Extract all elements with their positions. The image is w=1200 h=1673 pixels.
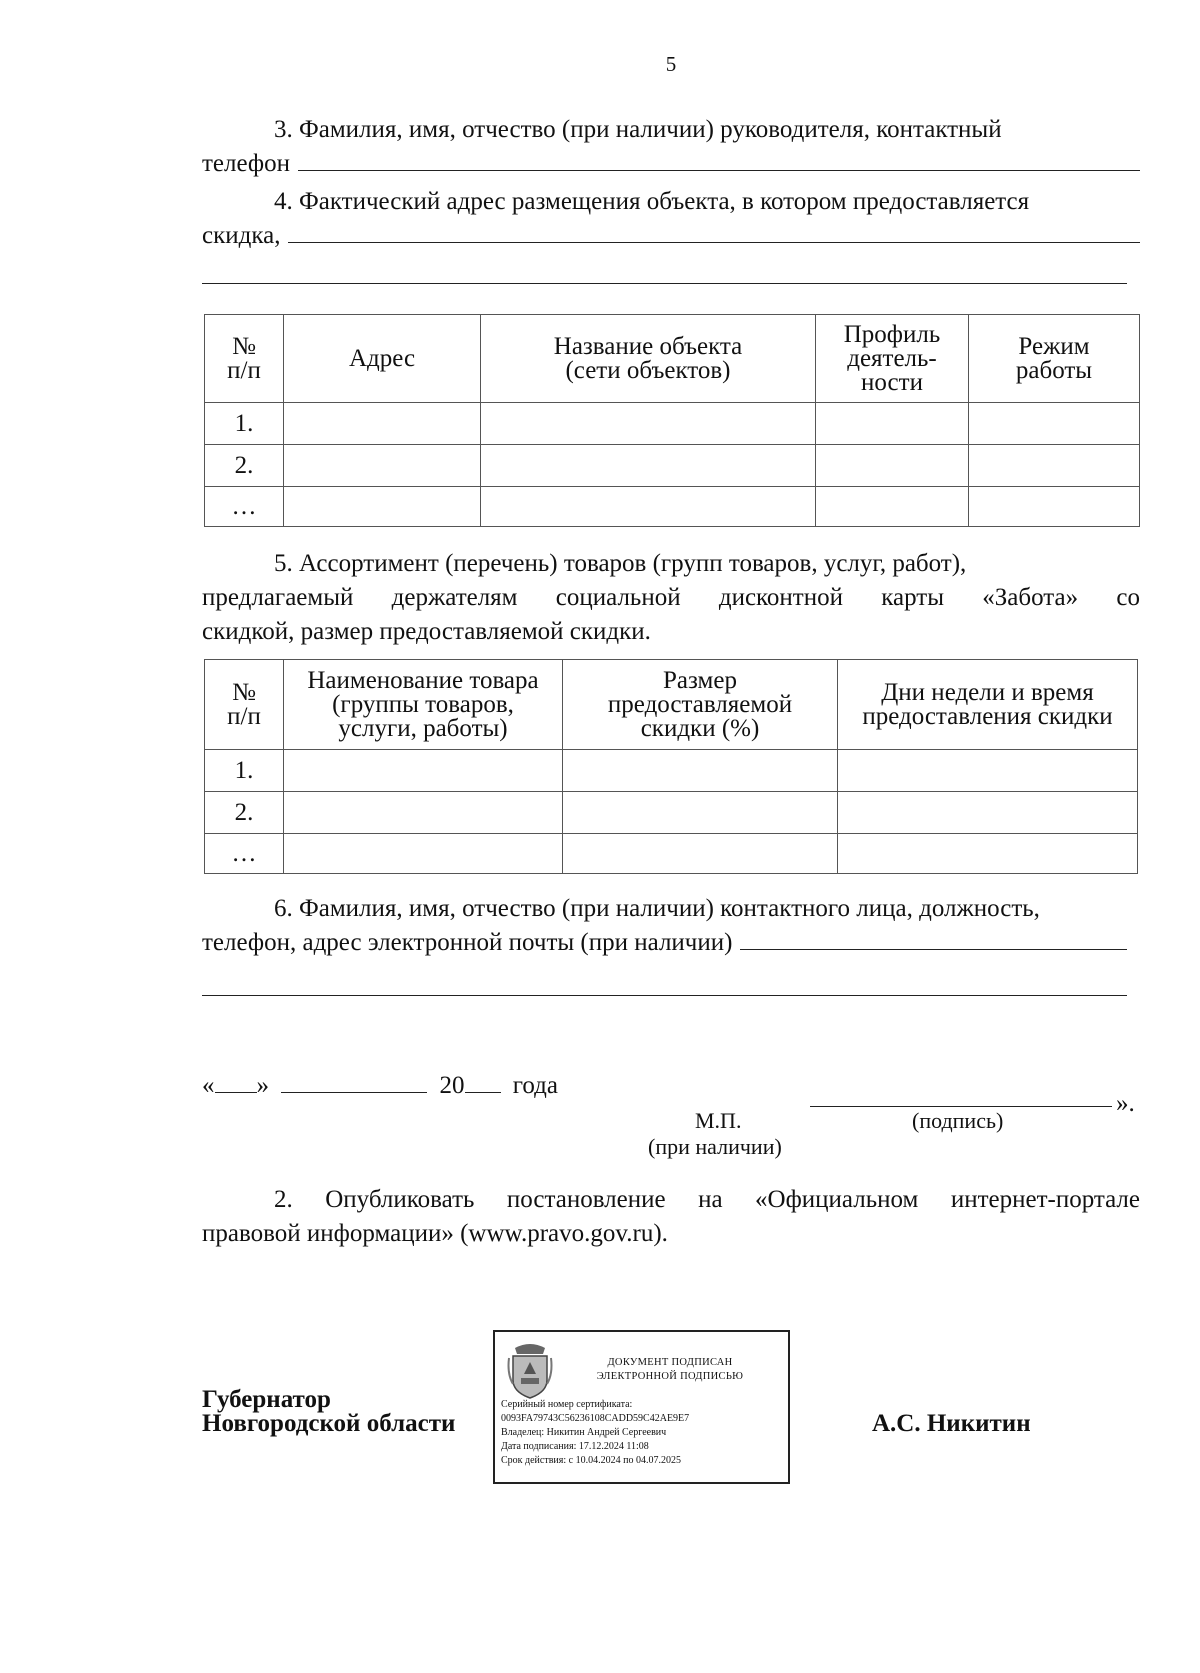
signature-caption: (подпись) <box>912 1108 1004 1133</box>
signature-blank-line <box>810 1106 1112 1107</box>
stamp-serial: 0093FA79743C56236108CADD59C42AE9E7 <box>501 1413 690 1424</box>
month-blank <box>281 1074 427 1093</box>
stamp-title-line1: ДОКУМЕНТ ПОДПИСАН <box>607 1357 733 1368</box>
mp-note: (при наличии) <box>648 1134 782 1159</box>
item-3-continuation: телефон <box>202 150 290 177</box>
signer-position <box>202 1388 455 1436</box>
page-number: 5 <box>665 52 677 76</box>
table1-row-num: 2. <box>205 445 284 487</box>
item-5 <box>202 547 1140 649</box>
item-3-text: 3. Фамилия, имя, отчество (при наличии) руководителя, контактный <box>274 116 1002 143</box>
item-6 <box>202 892 1140 960</box>
table-row <box>205 445 1140 487</box>
stamp-title-line2: ЭЛЕКТРОННОЙ ПОДПИСЬЮ <box>596 1371 744 1382</box>
year-suffix: года <box>512 1072 558 1099</box>
item-3 <box>202 113 1140 181</box>
quote-close: » <box>256 1072 269 1099</box>
item-2-line1: 2. Опубликовать постановление на «Официальном интернет-портале <box>274 1186 1140 1213</box>
contact-blank-line-2 <box>202 995 1127 996</box>
table1-header-profile: Профиль деятель- ности <box>816 315 969 403</box>
table1-header-object-name: Название объекта (сети объектов) <box>481 315 816 403</box>
item-4-continuation: скидка, <box>202 222 281 249</box>
table2-header-product: Наименование товара (группы товаров, услуги, работы) <box>284 660 563 750</box>
closing-quote: ». <box>1116 1090 1135 1117</box>
table2-header-num: № п/п <box>205 660 284 750</box>
table1-header-address: Адрес <box>284 315 481 403</box>
coat-of-arms-icon <box>505 1340 555 1400</box>
item-6-line2: телефон, адрес электронной почты (при наличии) <box>202 929 733 956</box>
quote-open: « <box>202 1072 215 1099</box>
stamp-owner: Владелец: Никитин Андрей Сергеевич <box>501 1427 667 1438</box>
item-5-line3: скидкой, размер предоставляемой скидки. <box>202 618 651 645</box>
table-row <box>205 487 1140 527</box>
table1-header-schedule: Режим работы <box>969 315 1140 403</box>
phone-blank-line <box>298 150 1140 171</box>
table-row <box>205 750 1138 792</box>
year-blank <box>465 1074 501 1093</box>
table1-header-num: № п/п <box>205 315 284 403</box>
stamp-serial-label: Серийный номер сертификата: <box>501 1399 633 1410</box>
table-row <box>205 792 1138 834</box>
objects-table <box>204 314 1140 527</box>
table2-row-num: 1. <box>205 750 284 792</box>
signer-position-line1: Губернатор <box>202 1386 331 1413</box>
item-5-line1: 5. Ассортимент (перечень) товаров (групп товаров, услуг, работ), <box>274 550 967 577</box>
mp-label: М.П. <box>695 1108 742 1133</box>
signer-name: А.С. Никитин <box>872 1410 1031 1437</box>
table2-row-num: 2. <box>205 792 284 834</box>
address-blank-line <box>288 222 1140 243</box>
assortment-table <box>204 659 1138 874</box>
signer-position-line2: Новгородской области <box>202 1410 456 1437</box>
table-row <box>205 834 1138 874</box>
contact-blank-line <box>740 929 1127 950</box>
table1-row-num: … <box>205 487 284 527</box>
stamp-signed-date: Дата подписания: 17.12.2024 11:08 <box>501 1441 649 1452</box>
e-signature-stamp <box>493 1330 790 1484</box>
item-6-line1: 6. Фамилия, имя, отчество (при наличии) контактного лица, должность, <box>274 895 1040 922</box>
item-2-line2: правовой информации» (www.pravo.gov.ru). <box>202 1220 668 1247</box>
item-4-text: 4. Фактический адрес размещения объекта, в котором предоставляется <box>274 188 1030 215</box>
item-2 <box>202 1183 1140 1251</box>
table2-header-discount: Размер предоставляемой скидки (%) <box>563 660 838 750</box>
year-prefix: 20 <box>439 1072 465 1099</box>
table1-row-num: 1. <box>205 403 284 445</box>
stamp-validity: Срок действия: с 10.04.2024 по 04.07.2025 <box>501 1455 681 1466</box>
item-4 <box>202 185 1140 253</box>
address-blank-line-2 <box>202 283 1127 284</box>
table-row <box>205 403 1140 445</box>
date-block <box>202 1072 558 1100</box>
day-blank <box>215 1074 257 1093</box>
item-5-line2: предлагаемый держателям социальной дисконтной карты «Забота» со <box>202 584 1140 611</box>
table2-header-days: Дни недели и время предоставления скидки <box>838 660 1138 750</box>
stamp-title <box>555 1356 785 1384</box>
table2-row-num: … <box>205 834 284 874</box>
